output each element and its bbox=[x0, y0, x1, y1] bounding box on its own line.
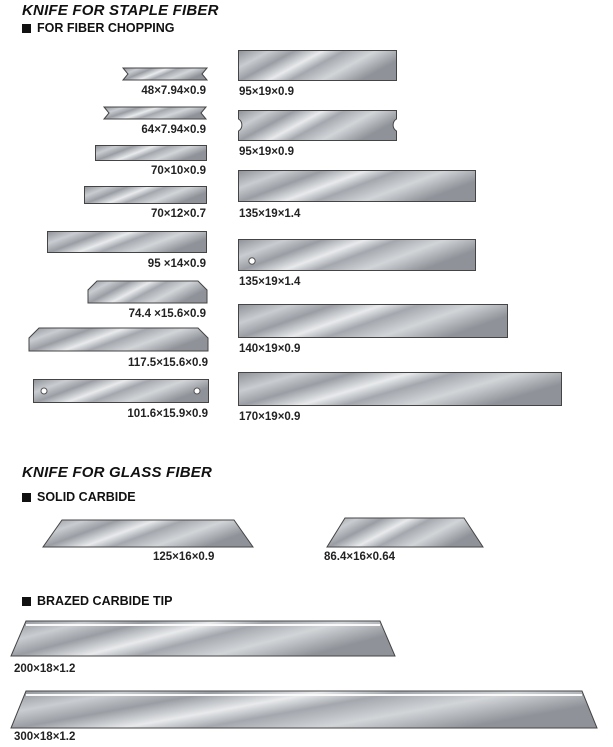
staple-title: KNIFE FOR STAPLE FIBER bbox=[22, 2, 219, 19]
blade-170x19 bbox=[238, 372, 562, 407]
glass-title: KNIFE FOR GLASS FIBER bbox=[22, 464, 213, 481]
fiber-chopping-heading bbox=[22, 21, 175, 35]
blade-70x12 bbox=[84, 186, 207, 205]
blade-300x18 bbox=[10, 690, 598, 729]
blade-135x19-a bbox=[238, 170, 476, 203]
solid-carbide-heading bbox=[22, 490, 136, 504]
dim-label: 48×7.94×0.9 bbox=[141, 85, 206, 97]
dim-label: 95×19×0.9 bbox=[239, 86, 295, 98]
blade-135x19-hole bbox=[238, 239, 476, 272]
dim-label: 200×18×1.2 bbox=[14, 663, 76, 675]
dim-label: 300×18×1.2 bbox=[14, 731, 76, 743]
blade-86-4 bbox=[326, 517, 484, 549]
dim-label: 74.4 ×15.6×0.9 bbox=[128, 308, 206, 320]
dim-label: 70×12×0.7 bbox=[150, 208, 206, 220]
blade-101-6 bbox=[33, 379, 209, 404]
dim-label: 117.5×15.6×0.9 bbox=[128, 357, 208, 369]
blade-117-5 bbox=[28, 327, 209, 352]
section-label: BRAZED CARBIDE TIP bbox=[37, 594, 173, 608]
dim-label: 101.6×15.9×0.9 bbox=[127, 408, 208, 420]
dim-label: 140×19×0.9 bbox=[239, 343, 301, 355]
blade-74-4 bbox=[87, 280, 208, 304]
blade-95x14 bbox=[47, 231, 207, 254]
blade-95x19-a bbox=[238, 50, 397, 82]
dim-label: 86.4×16×0.64 bbox=[324, 551, 395, 563]
dim-label: 95 ×14×0.9 bbox=[147, 258, 206, 270]
dim-label: 70×10×0.9 bbox=[150, 165, 206, 177]
blade-140x19 bbox=[238, 304, 508, 339]
bullet-square-icon bbox=[22, 493, 31, 502]
bullet-square-icon bbox=[22, 597, 31, 606]
dim-label: 135×19×1.4 bbox=[239, 276, 301, 288]
dim-label: 95×19×0.9 bbox=[239, 146, 295, 158]
dim-label: 64×7.94×0.9 bbox=[141, 124, 206, 136]
blade-48 bbox=[122, 67, 208, 81]
brazed-carbide-heading bbox=[22, 594, 172, 608]
dim-label: 125×16×0.9 bbox=[153, 551, 215, 563]
section-label: SOLID CARBIDE bbox=[37, 490, 136, 504]
dim-label: 170×19×0.9 bbox=[239, 411, 301, 423]
blade-95x19-notched bbox=[238, 110, 397, 142]
bullet-square-icon bbox=[22, 24, 31, 33]
blade-64 bbox=[103, 106, 207, 120]
section-label: FOR FIBER CHOPPING bbox=[37, 21, 175, 35]
blade-200x18 bbox=[10, 620, 396, 657]
dim-label: 135×19×1.4 bbox=[239, 208, 301, 220]
blade-70x10 bbox=[95, 145, 207, 162]
blade-125x16 bbox=[42, 519, 254, 549]
